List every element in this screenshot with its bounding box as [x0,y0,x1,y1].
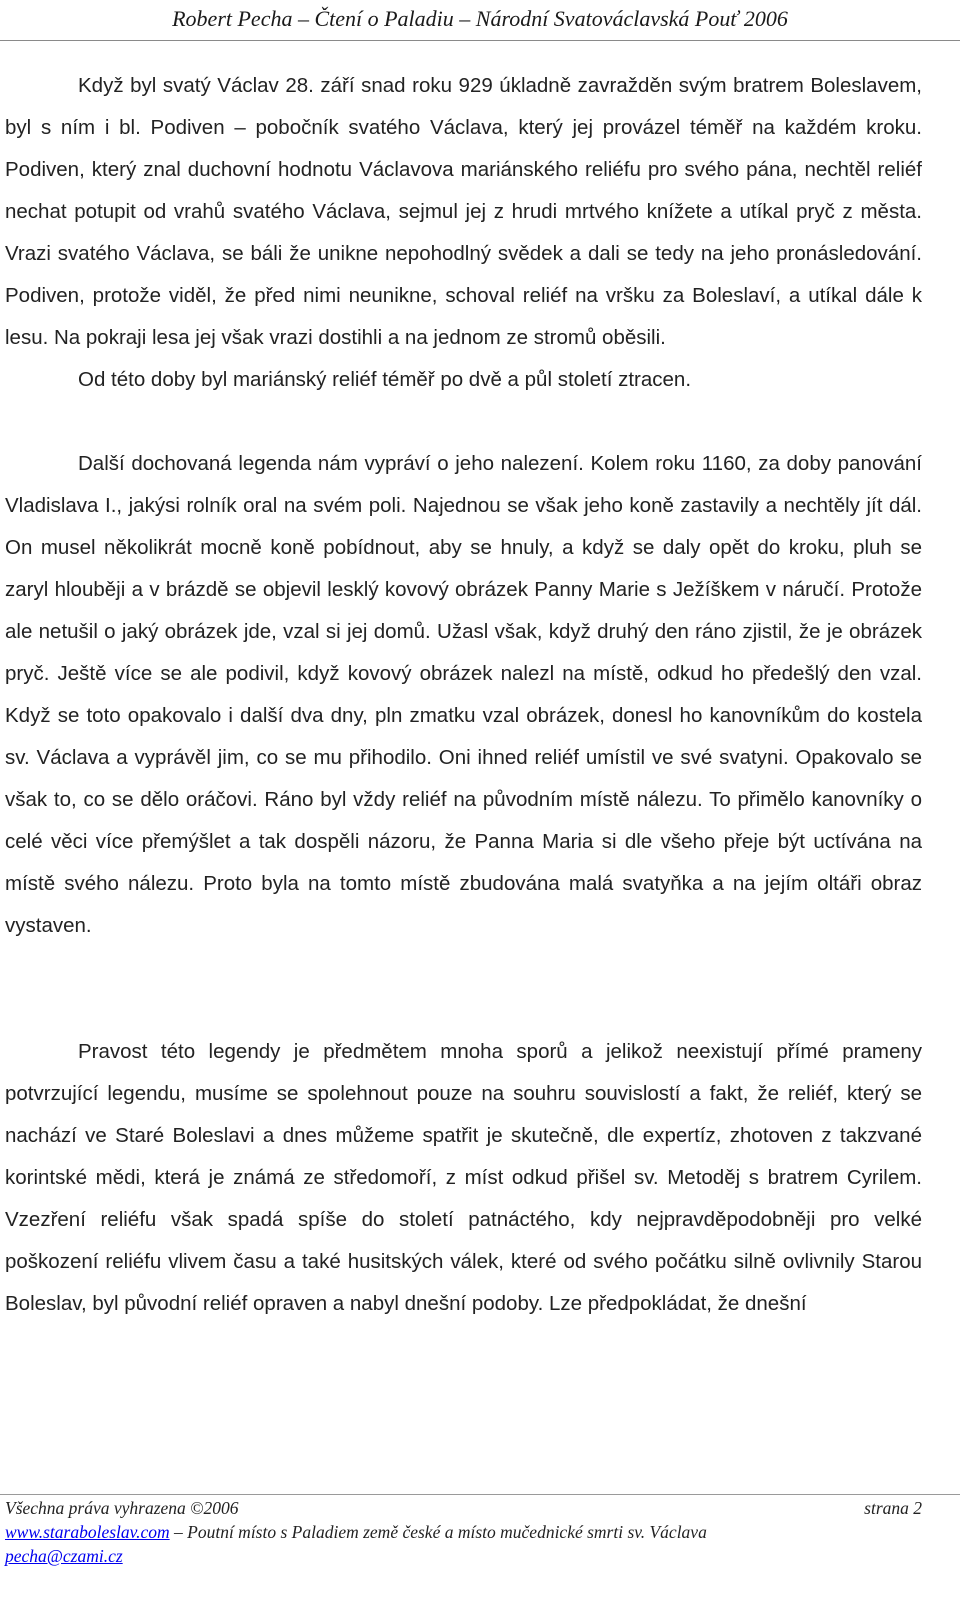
paragraph-3: Další dochovaná legenda nám vypráví o jeho nalezení. Kolem roku 1160, za doby panování Vladislava I., jakýsi rolník oral na svém poli. Najednou se však jeho koně zastavily a nechtěly jít dál. On musel několikrát mocně koně pobídnout, aby se hnuly, a když se daly opět do kroku, pluh se zaryl hlouběji a v brázdě se objevil lesklý kovový obrázek Panny Marie s Ježíškem v náručí. Protože ale netušil o jaký obrázek jde, vzal si jej domů. Užasl však, když druhý den ráno zjistil, že je obrázek pryč. Ještě více se ale podivil, když kovový obrázek nalezl na místě, odkud ho předešlý den vzal. Když se toto opakovalo i další dva dny, pln zmatku vzal obrázek, donesl ho kanovníkům do kostela sv. Václava a vyprávěl jim, co se mu přihodilo. Oni ihned reliéf umístil ve své svatyni. Opakovalo se však to, co se dělo oráčovi. Ráno byl vždy reliéf na původním místě nálezu. To přimělo kanovníky o celé věci více přemýšlet a tak dospěli názoru, že Panna Maria si dle všeho přeje být uctívána na místě svého nálezu. Proto byla na tomto místě zbudována malá svatyňka a na jejím oltáři obraz vystaven. [5,452,922,937]
footer-line-2 [5,1522,922,1543]
footer-copyright: Všechna práva vyhrazena ©2006 [5,1498,239,1518]
paragraph-gap [5,989,922,1031]
footer-rule [0,1494,960,1495]
email-link[interactable]: pecha@czami.cz [5,1546,123,1566]
page-header: Robert Pecha – Čtení o Paladiu – Národní Svatováclavská Pouť 2006 [172,6,788,31]
footer-tagline: – Poutní místo s Paladiem země české a místo mučednické smrti sv. Václava [169,1522,707,1542]
paragraph-1: Když byl svatý Václav 28. září snad roku 929 úkladně zavražděn svým bratrem Boleslavem, byl s ním i bl. Podiven – pobočník svatého Václava, který jej provázel téměř na každém kroku. Podiven, který znal duchovní hodnotu Václavova mariánského reliéfu pro svého pána, nechtěl reliéf nechat potupit od vrahů svatého Václava, sejmul jej z hrudi mrtvého knížete a utíkal pryč z města. Vrazi svatého Václava, se báli že unikne nepohodlný svědek a dali se tedy na jeho pronásledování. Podiven, protože viděl, že před nimi neunikne, schoval reliéf na vršku za Boleslaví, a utíkal dále k lesu. Na pokraji lesa jej však vrazi dostihli a na jednom ze stromů oběsili. [5,74,922,349]
footer-line-1 [5,1498,922,1519]
website-link[interactable]: www.staraboleslav.com [5,1522,170,1542]
paragraph-gap [5,947,922,989]
page-number: strana 2 [864,1498,922,1518]
document-body [5,65,922,1325]
footer-line-3 [5,1546,922,1567]
header-rule [0,40,960,41]
paragraph-2: Od této doby byl mariánský reliéf téměř po dvě a půl století ztracen. [78,368,692,391]
paragraph-4: Pravost této legendy je předmětem mnoha sporů a jelikož neexistují přímé prameny potvrzující legendu, musíme se spolehnout pouze na souhru souvislostí a fakt, že reliéf, který se nachází ve Staré Boleslavi a dnes můžeme spatřit je skutečně, dle expertíz, zhotoven z takzvané korintské mědi, která je známá ze středomoří, z míst odkud přišel sv. Metoděj s bratrem Cyrilem. Vzezření reliéfu však spadá spíše do století patnáctého, kdy nejpravděpodobněji pro velké poškození reliéfu vlivem času a také husitských válek, které od svého počátku silně ovlivnily Starou Boleslav, byl původní reliéf opraven a nabyl dnešní podoby. Lze předpokládat, že dnešní [5,1040,922,1315]
paragraph-gap [5,401,922,443]
